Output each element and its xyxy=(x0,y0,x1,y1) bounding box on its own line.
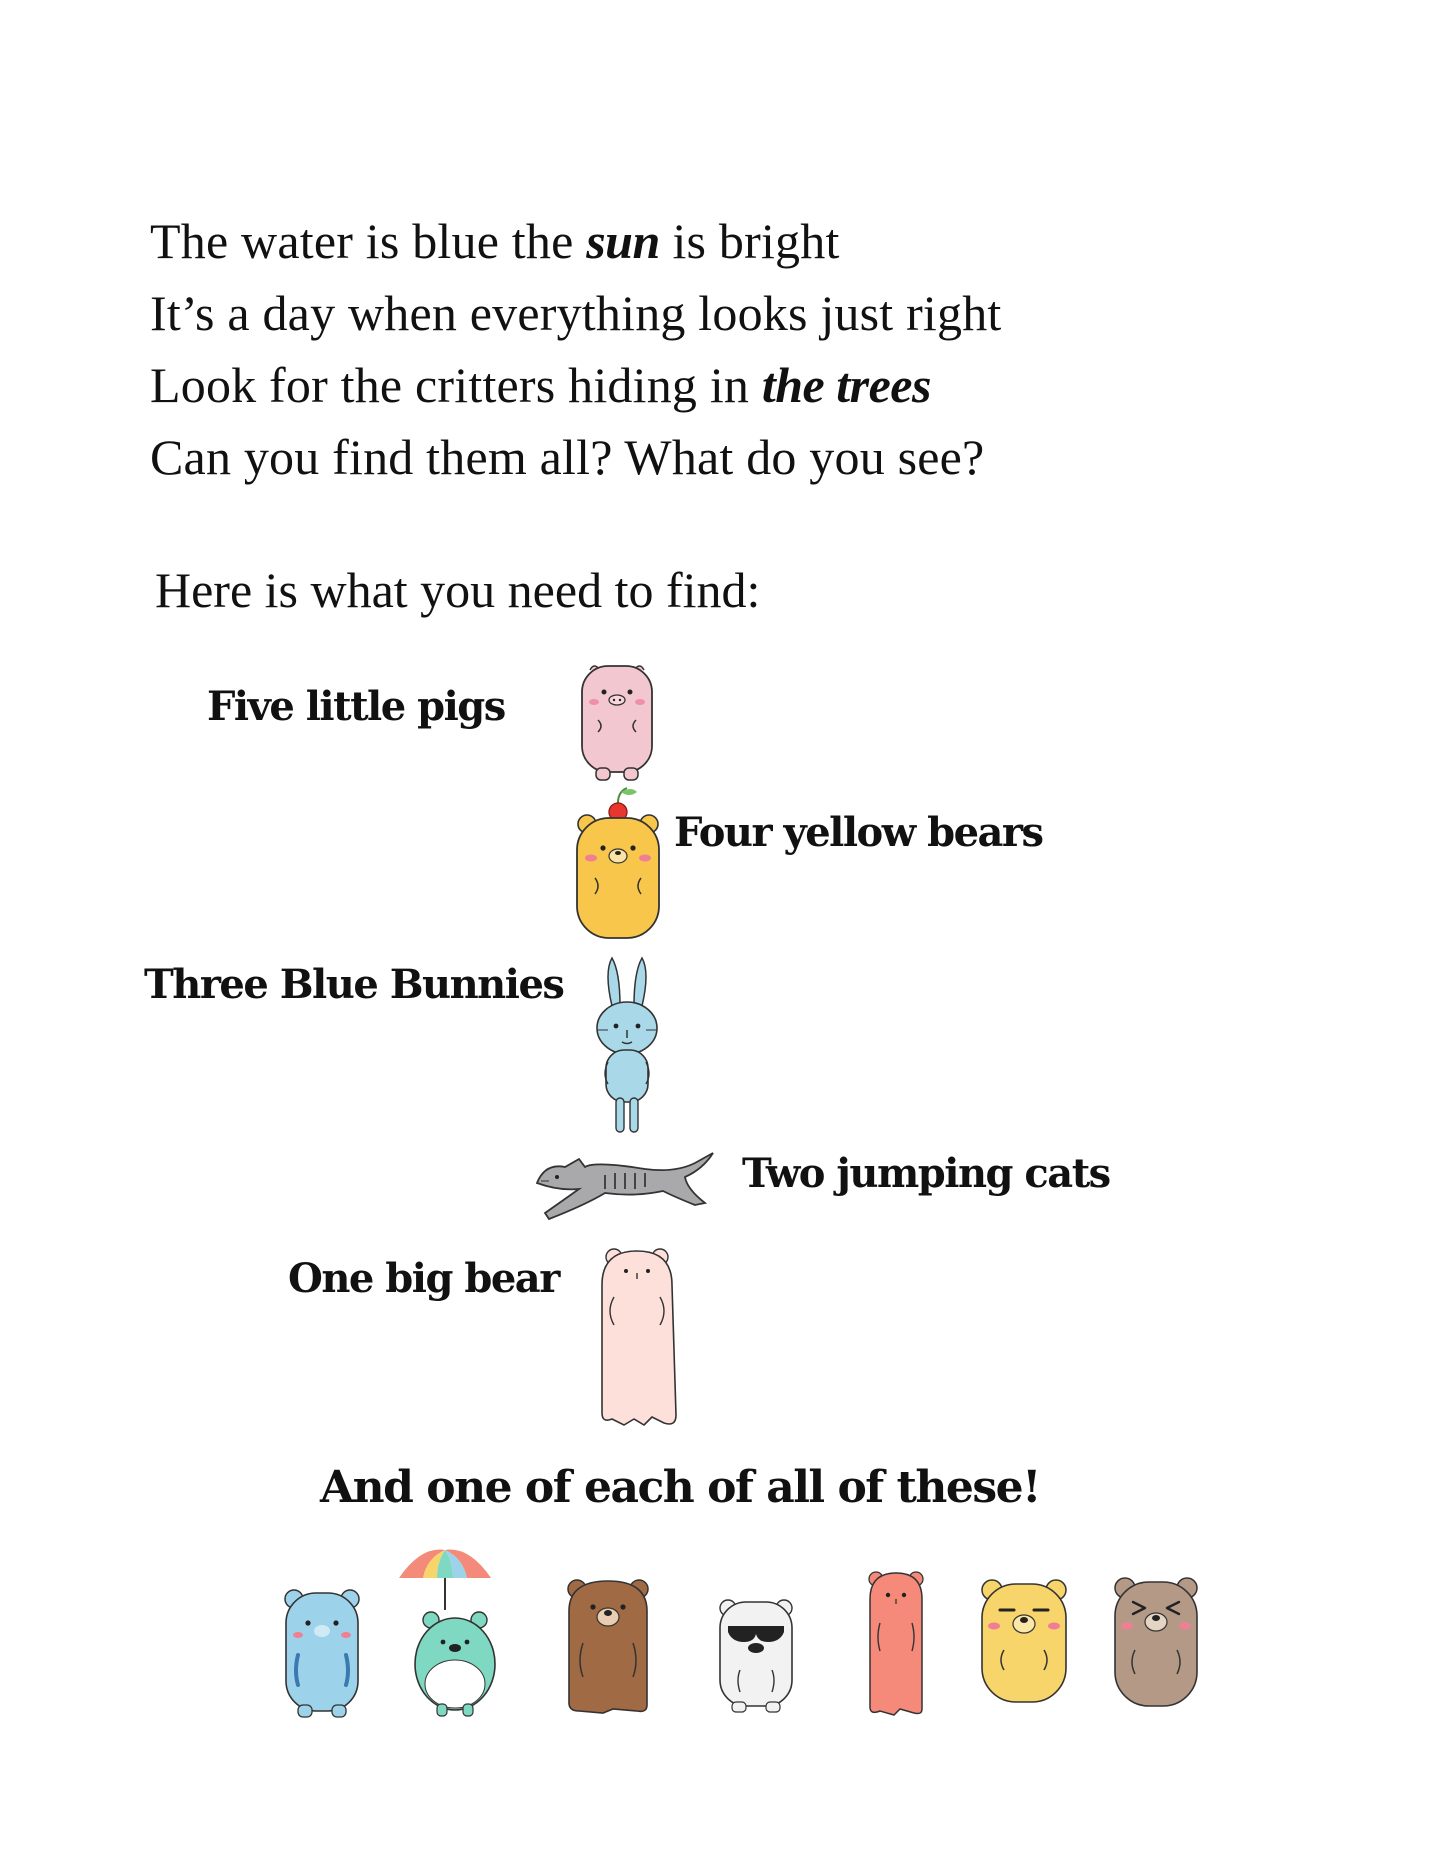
light-blue-bear-icon xyxy=(282,1587,362,1719)
white-bear-with-sunglasses-icon xyxy=(716,1596,796,1714)
finale-heading: And one of each of all of these! xyxy=(320,1462,1040,1513)
blue-bunny-icon xyxy=(592,958,662,1138)
target-label-blue-bunnies: Three Blue Bunnies xyxy=(144,961,564,1008)
find-list-intro: Here is what you need to find: xyxy=(155,562,761,618)
tan-angry-bear-icon xyxy=(1111,1574,1201,1712)
poem-line-2: It’s a day when everything looks just right xyxy=(150,285,1002,341)
gray-jumping-cat-icon xyxy=(535,1133,715,1223)
yellow-grumpy-bear-icon xyxy=(978,1576,1070,1708)
poem-line-3: Look for the critters hiding in the trees xyxy=(150,357,931,413)
target-label-yellow-bears: Four yellow bears xyxy=(674,809,1043,856)
yellow-bear-with-cherry-icon xyxy=(573,782,663,942)
target-label-big-bear: One big bear xyxy=(288,1255,559,1302)
pink-pig-icon xyxy=(576,660,658,785)
salmon-bear-icon xyxy=(866,1569,926,1717)
teal-bear-with-umbrella-icon xyxy=(397,1548,497,1720)
tall-pink-bear-icon xyxy=(594,1245,680,1430)
poem-line-1: The water is blue the sun is bright xyxy=(150,213,840,269)
target-label-pigs: Five little pigs xyxy=(207,683,505,730)
poem-line-4: Can you find them all? What do you see? xyxy=(150,429,985,485)
poem xyxy=(150,205,1002,493)
brown-bear-icon xyxy=(565,1577,651,1715)
poem-emphasis-trees: the trees xyxy=(761,357,931,413)
poem-emphasis-sun: sun xyxy=(586,213,660,269)
target-label-jumping-cats: Two jumping cats xyxy=(742,1150,1110,1197)
